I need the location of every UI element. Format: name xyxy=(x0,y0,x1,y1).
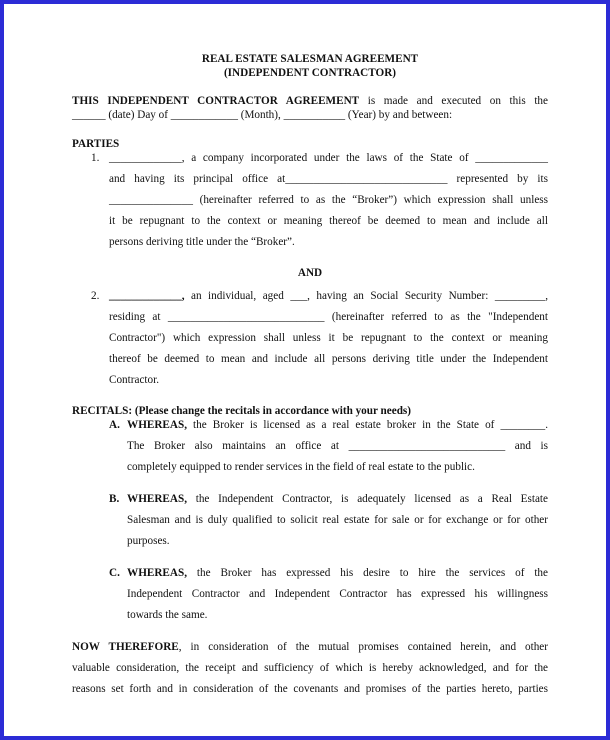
recital-c-line-2: Independent Contractor and Independent Contractor has expressed his willingness xyxy=(127,588,548,600)
recital-b-line-1 xyxy=(127,492,548,506)
party1-line-1: _____________, a company incorporated under the laws of the State of _____________ xyxy=(109,152,548,164)
recital-a-line-2: The Broker also maintains an office at ____________________________ and is xyxy=(127,440,548,452)
party1-line-5: persons deriving title under the “Broker”. xyxy=(109,236,295,248)
intro-bold: THIS INDEPENDENT CONTRACTOR AGREEMENT xyxy=(72,95,360,107)
recital-a-whereas: WHEREAS, xyxy=(127,419,187,431)
intro-line-2: ______ (date) Day of ____________ (Month), ___________ (Year) by and between: xyxy=(72,109,453,121)
party2-line-1-rest: an individual, aged ___, having an Social Security Number: _________, xyxy=(184,290,548,302)
recitals-heading-text: RECITALS: (Please change the recitals in accordance with your needs) xyxy=(72,405,412,417)
party2-line-5: Contractor. xyxy=(109,374,160,386)
recitals-heading xyxy=(72,404,411,418)
recital-b-letter xyxy=(109,492,119,506)
recital-b-whereas: WHEREAS, xyxy=(127,493,187,505)
intro-rest: is made and executed on this the xyxy=(359,95,548,107)
recital-b-line-3: purposes. xyxy=(127,535,170,547)
recital-b-line-1-rest: the Independent Contractor, is adequately licensed as a Real Estate xyxy=(187,493,548,505)
party1-line-3: _______________ (hereinafter referred to as the “Broker”) which expression shall unless xyxy=(109,194,548,206)
document-subtitle: (INDEPENDENT CONTRACTOR) xyxy=(223,67,397,79)
party1-number: 1. xyxy=(91,152,100,164)
parties-heading xyxy=(72,137,119,151)
recital-a-line-3: completely equipped to render services in the field of real estate to the public. xyxy=(127,461,475,473)
recital-c-letter-text: C. xyxy=(109,567,120,579)
party1-line-2: and having its principal office at_____________________________ represented by its xyxy=(109,173,548,185)
now-therefore-line-3: reasons set forth and in consideration of the covenants and promises of the parties hereto, parties xyxy=(72,683,548,695)
parties-heading-text: PARTIES xyxy=(72,138,120,150)
party2-line-3: Contractor") which expression shall unless it be repugnant to the context or meaning xyxy=(109,332,548,344)
party2-line-1 xyxy=(109,289,548,303)
now-therefore-bold: NOW THEREFORE xyxy=(72,641,179,653)
recital-c-letter xyxy=(109,566,120,580)
recital-a-line-1 xyxy=(127,418,548,432)
recital-c-line-1-rest: the Broker has expressed his desire to hire the services of the xyxy=(187,567,548,579)
intro-line-1 xyxy=(72,94,548,108)
recital-c-line-1 xyxy=(127,566,548,580)
party2-name-blank: _____________, xyxy=(109,290,185,302)
now-therefore-line-1-rest: , in consideration of the mutual promises contained herein, and other xyxy=(178,641,548,653)
recital-c-line-3: towards the same. xyxy=(127,609,208,621)
document-title: REAL ESTATE SALESMAN AGREEMENT xyxy=(201,53,419,65)
recital-a-letter xyxy=(109,418,120,432)
party2-line-2: residing at ____________________________ (hereinafter referred to as the "Independent xyxy=(109,311,548,323)
and-label: AND xyxy=(297,267,323,279)
recital-a-line-1-rest: the Broker is licensed as a real estate broker in the State of ________. xyxy=(187,419,548,431)
now-therefore-line-1 xyxy=(72,640,548,654)
party2-line-4: thereof be deemed to mean and include all persons deriving title under the Independent xyxy=(109,353,548,365)
party2-number: 2. xyxy=(91,290,100,302)
recital-c-whereas: WHEREAS, xyxy=(127,567,187,579)
now-therefore-line-2: valuable consideration, the receipt and sufficiency of which is hereby acknowledged, and for the xyxy=(72,662,548,674)
recital-a-letter-text: A. xyxy=(109,419,120,431)
recital-b-line-2: Salesman and is duly qualified to solicit real estate for sale or for exchange or for other xyxy=(127,514,548,526)
recital-b-letter-text: B. xyxy=(109,493,120,505)
party1-line-4: it be repugnant to the context or meaning thereof be deemed to mean and include all xyxy=(109,215,548,227)
